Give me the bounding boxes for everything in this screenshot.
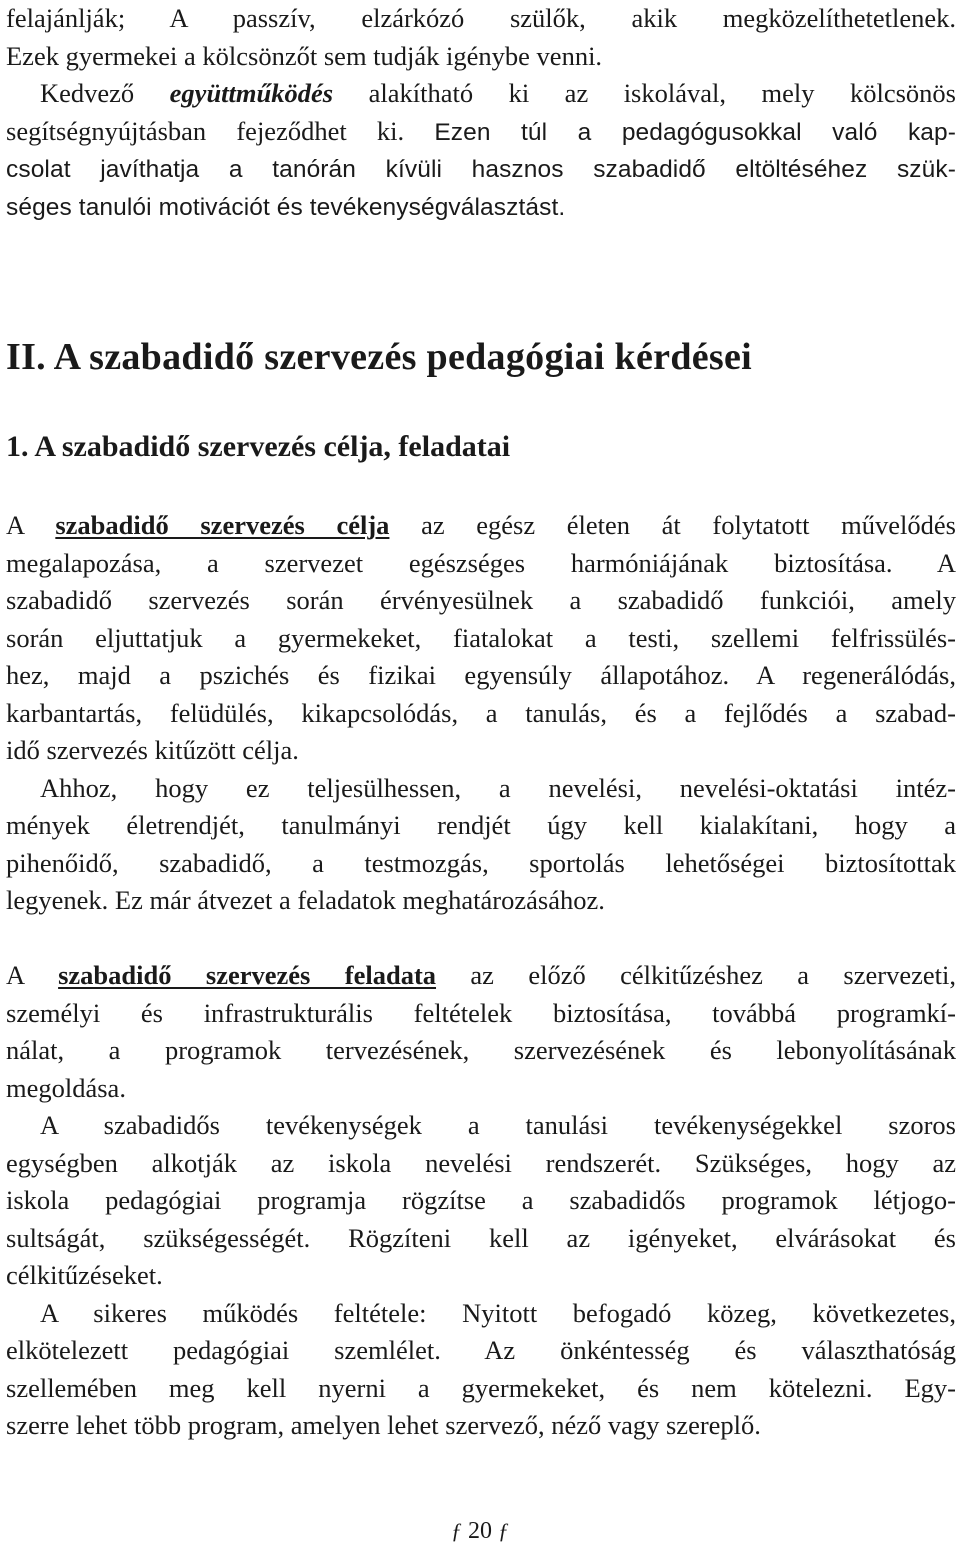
task2-line-3: iskola pedagógiai programja rögzítse a szabadidős programok létjogo-	[6, 1185, 956, 1215]
footer-left-glyph: ƒ	[451, 1518, 462, 1543]
goal2-line-1: Ahhoz, hogy ez teljesülhessen, a nevelési, nevelési-oktatási intéz-	[40, 772, 956, 803]
goal-line-1: A szabadidő szervezés célja az egész életen át folytatott művelődés	[6, 510, 956, 540]
intro-line-2: Ezek gyermekei a kölcsönzőt sem tudják igénybe venni.	[6, 40, 603, 71]
task3-line-3: szellemében meg kell nyerni a gyermekeket, és nem kötelezni. Egy-	[6, 1372, 956, 1403]
goal-term: szabadidő szervezés célja	[55, 510, 390, 540]
intro-line-6: séges tanulói motivációt és tevékenységválasztást.	[6, 193, 566, 221]
task-paragraph-3	[6, 1295, 956, 1445]
task-term: szabadidő szervezés feladata	[58, 960, 437, 990]
task2-line-4: sultságát, szükségességét. Rögzíteni kell az igényeket, elvárásokat és	[6, 1222, 956, 1253]
goal-paragraph-2	[6, 770, 956, 920]
goal-line-2: megalapozása, a szervezet egészséges harmóniájának biztosítása. A	[6, 547, 956, 578]
intro-line-3: Kedvező együttműködés alakítható ki az iskolával, mely kölcsönös	[40, 78, 956, 108]
task-line-3: nálat, a programok tervezésének, szervezésének és lebonyolításának	[6, 1035, 956, 1065]
goal-line-7: idő szervezés kitűzött célja.	[6, 735, 299, 765]
cooperation-term: együttműködés	[169, 78, 334, 108]
task-line-2: személyi és infrastrukturális feltételek biztosítása, továbbá programkí-	[6, 997, 956, 1028]
intro-line-4: segítségnyújtásban fejeződhet ki. Ezen túl a pedagógusokkal való kap-	[6, 115, 956, 146]
page-footer	[0, 1518, 960, 1545]
task3-line-4: szerre lehet több program, amelyen lehet szervező, néző vagy szereplő.	[6, 1410, 761, 1440]
intro-line-1: felajánlják; A passzív, elzárkózó szülők, akik megközelíthetetlenek.	[6, 3, 956, 33]
task3-line-2: elkötelezett pedagógiai szemlélet. Az önkéntesség és választhatóság	[6, 1335, 956, 1365]
intro-paragraph	[6, 0, 956, 226]
task2-line-2: egységben alkotják az iskola nevelési rendszerét. Szükséges, hogy az	[6, 1147, 956, 1178]
goal-line-4: során eljuttatjuk a gyermekeket, fiatalokat a testi, szellemi felfrissülés-	[6, 622, 956, 653]
task-paragraph	[6, 957, 956, 1445]
goal2-line-3: pihenőidő, szabadidő, a testmozgás, sportolás lehetőségei biztosítottak	[6, 847, 956, 878]
task-line-4: megoldása.	[6, 1072, 126, 1103]
task3-line-1: A sikeres működés feltétele: Nyitott befogadó közeg, következetes,	[40, 1297, 956, 1328]
subsection-title: 1. A szabadidő szervezés célja, feladatai	[6, 430, 511, 463]
task-line-1: A szabadidő szervezés feladata az előző célkitűzéshez a szervezeti,	[6, 960, 956, 990]
goal-line-5: hez, majd a pszichés és fizikai egyensúly állapotához. A regenerálódás,	[6, 660, 956, 690]
section-title: II. A szabadidő szervezés pedagógiai kérdései	[6, 336, 753, 378]
goal2-line-4: legyenek. Ez már átvezet a feladatok meghatározásához.	[6, 885, 605, 915]
task2-line-5: célkitűzéseket.	[6, 1260, 163, 1290]
page-number: 20	[468, 1518, 492, 1544]
goal-line-3: szabadidő szervezés során érvényesülnek a szabadidő funkciói, amely	[6, 585, 956, 615]
goal2-line-2: mények életrendjét, tanulmányi rendjét úgy kell kialakítani, hogy a	[6, 810, 956, 840]
footer-right-glyph: ƒ	[498, 1518, 509, 1543]
task-paragraph-2	[6, 1107, 956, 1295]
goal-paragraph	[6, 507, 956, 920]
task2-line-1: A szabadidős tevékenységek a tanulási tevékenységekkel szoros	[40, 1110, 956, 1140]
intro-line-5: csolat javíthatja a tanórán kívüli hasznos szabadidő eltöltéséhez szük-	[6, 156, 956, 183]
goal-line-6: karbantartás, felüdülés, kikapcsolódás, a tanulás, és a fejlődés a szabad-	[6, 697, 956, 728]
